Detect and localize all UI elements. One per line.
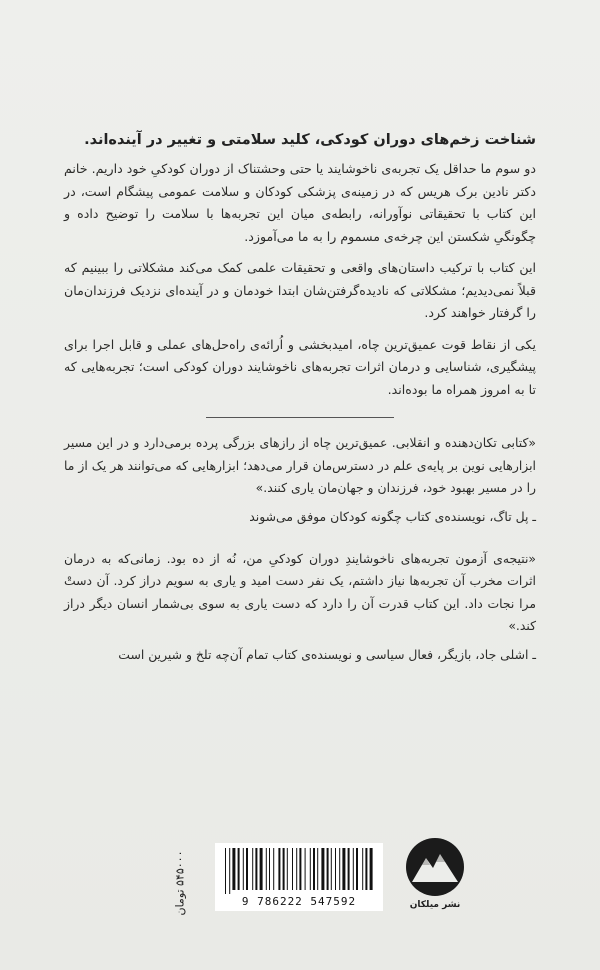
paragraph-1: دو سوم ما حداقل یک تجربه‌ی ناخوشایند یا حتی وحشتناک از دوران کودکیِ خود داریم. خانم دکتر نادین برک هریس که در زمینه‌ی پزشکی کودکان و سلامت عمومی پیشگام است، در این کتاب با تحقیقاتی نوآورانه، رابطه‌ی میان این تجربه‌ها با سلامت را توضیح داده و چگونگیِ شکستن این چرخه‌ی مسموم را به ما می‌آموزد. bbox=[64, 161, 536, 244]
headline: شناخت زخم‌های دوران کودکی، کلید سلامتی و تغییر در آینده‌اند. bbox=[84, 132, 536, 148]
quote-2-author: ـ اشلی جاد، بازیگر، فعال سیاسی و نویسنده‌ی کتاب تمام آن‌چه تلخ و شیرین است bbox=[118, 646, 536, 662]
paragraph-2: این کتاب با ترکیب داستان‌های واقعی و تحقیقات علمی کمک می‌کند مشکلاتی را ببینیم که قبلاً نمی‌دیدیم؛ مشکلاتی که نادیده‌گرفتن‌شان ابتدا خودمان و در آینده‌ای نزدیک فرزندان‌مان را گرفتار خواهند کرد. bbox=[64, 260, 536, 320]
paragraph-3: یکی از نقاط قوت عمیق‌ترین چاه، امیدبخشی و اُرائه‌ی راه‌حل‌های عملی و قابل اجرا برای پیشگیری، شناسایی و درمان اثرات تجربه‌های ناخوشایند دوران کودکی است؛ تجربه‌هایی که تا به امروز همراه ما بوده‌اند. bbox=[64, 336, 536, 397]
quote-2: «نتیجه‌ی آزمون تجربه‌های ناخوشایندِ دوران کودکیِ من، نُه از ده بود. زمانی‌که به درمان اثرات مخرب آن تجربه‌ها نیاز داشتم، یک نفر دست امید و یاری به سویم دراز کرد. آن دستْ مرا نجات داد. این کتاب قدرت آن را دارد که دست یاری به سوی بی‌شمار انسان دیگر دراز کند.» bbox=[64, 550, 536, 633]
publisher-logo bbox=[400, 836, 470, 918]
quote-1-author: ـ پل تاگ، نویسنده‌ی کتاب چگونه کودکان موفق می‌شوند bbox=[249, 508, 536, 524]
mountain-logo-icon bbox=[400, 836, 470, 898]
isbn-barcode bbox=[215, 843, 383, 911]
isbn-number: 9 786222 547592 bbox=[241, 895, 357, 908]
publisher-name: نشر میلکان bbox=[409, 900, 461, 910]
barcode-bars bbox=[223, 848, 375, 894]
section-divider bbox=[206, 417, 394, 418]
quote-1: «کتابی تکان‌دهنده و انقلابی. عمیق‌ترین چاه از رازهای بزرگی پرده برمی‌دارد و در این مسیر ابزارهایی نوین بر پایه‌ی علم در دسترس‌مان قرار می‌دهد؛ ابزارهایی که می‌توانند هر یک از ما را در مسیر بهبود خود، فرزندان و جهان‌مان یاری کنند.» bbox=[64, 435, 536, 495]
back-cover-text bbox=[64, 128, 536, 686]
price-label: ۵۴۵۰۰۰ تومان bbox=[173, 850, 187, 916]
